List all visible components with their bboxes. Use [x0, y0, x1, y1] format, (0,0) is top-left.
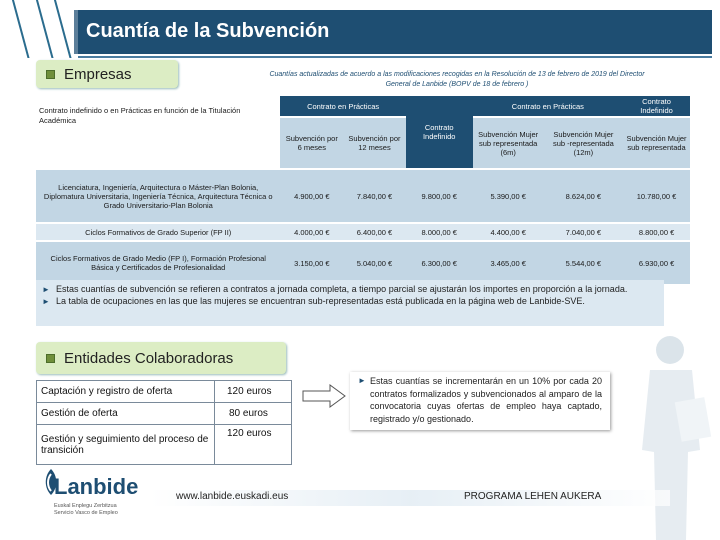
row-label: Licenciatura, Ingeniería, Arquitectura o Máster-Plan Bolonia, Diplomatura Universitaria, Ingeniería Técnica, Arquitectura Técnica o Grado Universitario-Plan Bolonia [36, 169, 280, 223]
right-arrow-icon [302, 384, 346, 408]
sub-header: Subvención Mujer sub -representada (12m) [544, 117, 623, 169]
table-cell: 4.400,00 € [473, 223, 544, 241]
table-cell: 10.780,00 € [623, 169, 690, 223]
info-box [350, 372, 610, 430]
person-silhouette-icon [600, 320, 720, 540]
empresas-heading [36, 60, 178, 88]
update-note: Cuantías actualizadas de acuerdo a las modificaciones recogidas en la Resolución de 13 de febrero de 2019 del Director General de Lanbide (BOPV de 18 de febrero ) [269, 71, 645, 88]
arrow-bullet-icon: ► [42, 285, 50, 294]
table-cell: 8.624,00 € [544, 169, 623, 223]
table-cell: 6.930,00 € [623, 241, 690, 285]
notes-box [36, 280, 664, 326]
sub-header: Subvención Mujer sub representada [623, 117, 690, 169]
table-cell: 3.465,00 € [473, 241, 544, 285]
table-cell: 7.840,00 € [343, 169, 406, 223]
table-row [36, 223, 690, 241]
table-cell: 120 euros [215, 425, 292, 465]
table-row [36, 241, 690, 285]
header [0, 0, 720, 60]
info-text: Estas cuantías se incrementarán en un 10% por cada 20 contratos formalizados y subvencionados al amparo de la convocatoria cuyas ofertas de empleo haya captado, registrado y/o gestionado. [370, 376, 602, 424]
table-cell: 9.800,00 € [406, 169, 473, 223]
table-cell: 4.900,00 € [280, 169, 343, 223]
table-row [37, 425, 292, 465]
logo-subtitle: Euskal Enplegu Zerbitzua Servicio Vasco de Empleo [54, 503, 118, 516]
table-row [36, 169, 690, 223]
table-cell: 120 euros [215, 381, 292, 403]
bullet-text: La tabla de ocupaciones en las que las mujeres se encuentran sub-representadas está publicada en la página web de Lanbide-SVE. [56, 296, 585, 306]
logo-text: Lanbide [54, 474, 139, 499]
row-label: Captación y registro de oferta [37, 381, 215, 403]
header-decoration [0, 0, 78, 58]
table-row [37, 381, 292, 403]
entidades-heading-label: Entidades Colaboradoras [64, 350, 234, 367]
table-cell: 4.000,00 € [280, 223, 343, 241]
program-name: PROGRAMA LEHEN AUKERA [464, 491, 602, 502]
header-underline [78, 56, 712, 58]
bullet-item [42, 283, 660, 295]
table-row [37, 403, 292, 425]
bullet-square-icon [46, 70, 55, 79]
row-label: Gestión y seguimiento del proceso de transición [37, 425, 215, 465]
group-header: Contrato en Prácticas [280, 96, 405, 117]
table-cell: 5.040,00 € [343, 241, 406, 285]
group-header: Contrato Indefinido [623, 96, 690, 117]
arrow-bullet-icon: ► [358, 376, 366, 385]
sub-header: Subvención por 6 meses [280, 117, 343, 169]
group-header: Contrato en Prácticas [473, 96, 623, 117]
sub-header: Subvención Mujer sub representada (6m) [473, 117, 544, 169]
row-label: Ciclos Formativos de Grado Medio (FP I), Formación Profesional Básica y Certificados de Profesionalidad [36, 241, 280, 285]
sub-header: Subvención por 12 meses [343, 117, 406, 169]
table-cell: 7.040,00 € [544, 223, 623, 241]
row-header-label: Contrato indefinido o en Prácticas en función de la Titulación Académica [39, 106, 241, 125]
empresas-heading-label: Empresas [64, 66, 132, 83]
table-cell: 8.800,00 € [623, 223, 690, 241]
website-link[interactable]: www.lanbide.euskadi.eus [176, 491, 289, 502]
entidades-table [36, 380, 292, 465]
arrow-bullet-icon: ► [42, 297, 50, 306]
header-bar [74, 10, 712, 54]
table-cell: 8.000,00 € [406, 223, 473, 241]
page-title: Cuantía de la Subvención [86, 20, 330, 42]
table-cell: 5.390,00 € [473, 169, 544, 223]
table-cell: 80 euros [215, 403, 292, 425]
table-cell: 6.400,00 € [343, 223, 406, 241]
row-label: Ciclos Formativos de Grado Superior (FP II) [36, 223, 280, 241]
entidades-heading [36, 342, 286, 374]
row-label: Gestión de oferta [37, 403, 215, 425]
table-cell: 6.300,00 € [406, 241, 473, 285]
table-cell: 5.544,00 € [544, 241, 623, 285]
group-header: Contrato Indefinido [406, 96, 473, 169]
table-cell: 3.150,00 € [280, 241, 343, 285]
bullet-square-icon [46, 354, 55, 363]
bullet-text: Estas cuantías de subvención se refieren a contratos a jornada completa, a tiempo parcial se ajustarán los importes en proporción a la jornada. [56, 284, 628, 294]
bullet-item [42, 295, 660, 307]
